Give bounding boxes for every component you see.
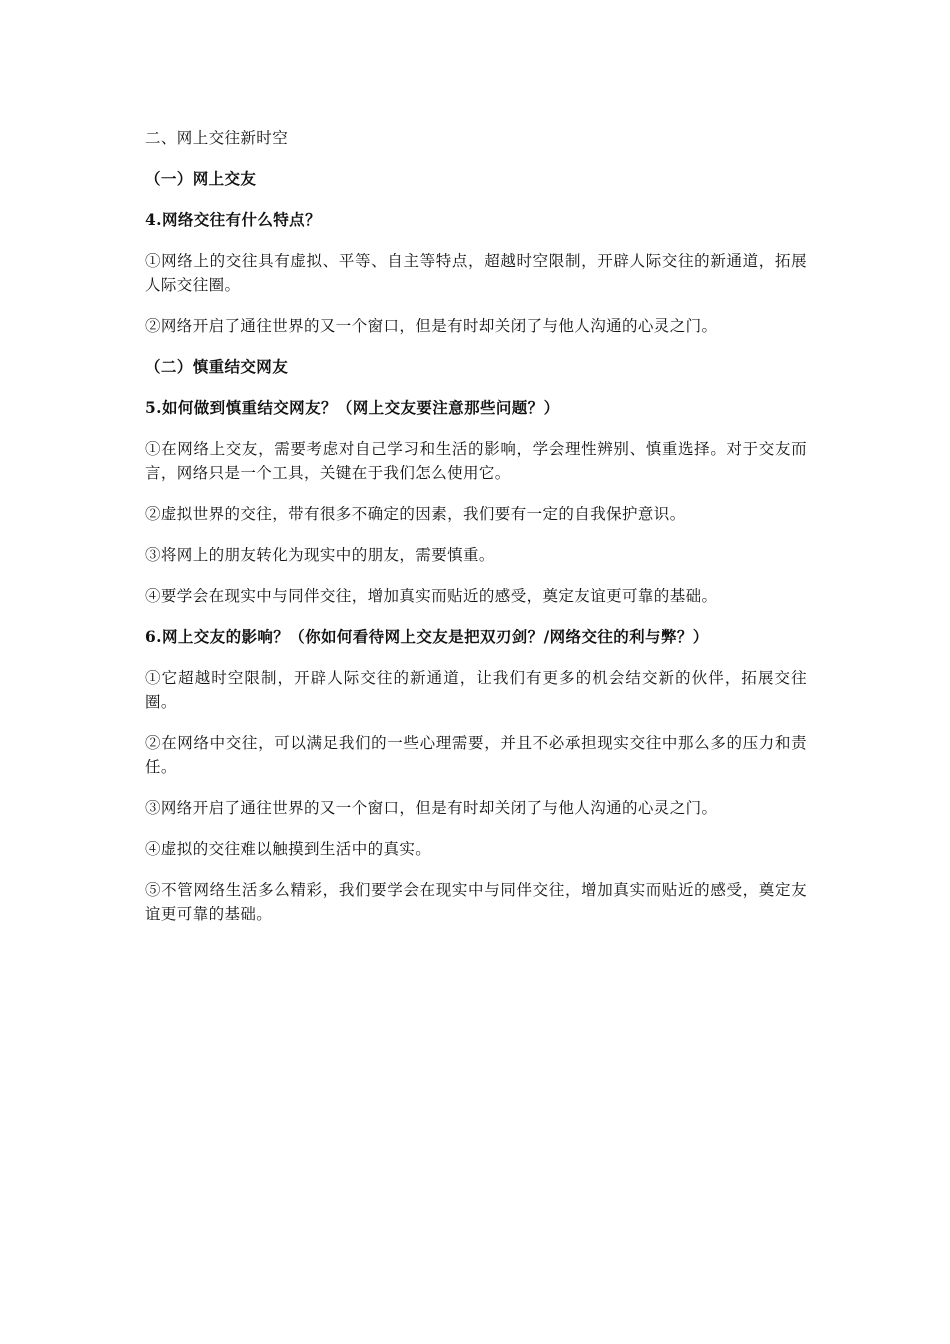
q4-item-1: ①网络上的交往具有虚拟、平等、自主等特点，超越时空限制，开辟人际交往的新通道，拓展人际交往圈。 (145, 252, 807, 294)
q6-item-3: ③网络开启了通往世界的又一个窗口，但是有时却关闭了与他人沟通的心灵之门。 (145, 799, 718, 817)
q5-item-1: ①在网络上交友，需要考虑对自己学习和生活的影响，学会理性辨别、慎重选择。对于交友而言，网络只是一个工具，关键在于我们怎么使用它。 (145, 440, 807, 482)
question-5: 5.如何做到慎重结交网友？（网上交友要注意那些问题？） (145, 398, 560, 417)
section-title: 二、网上交往新时空 (145, 129, 289, 147)
q6-item-4: ④虚拟的交往难以触摸到生活中的真实。 (145, 840, 432, 858)
subsection-title-careful-friends: （二）慎重结交网友 (145, 357, 289, 376)
q6-item-1: ①它超越时空限制，开辟人际交往的新通道，让我们有更多的机会结交新的伙伴，拓展交往圈。 (145, 669, 807, 711)
q4-item-2: ②网络开启了通往世界的又一个窗口，但是有时却关闭了与他人沟通的心灵之门。 (145, 317, 718, 335)
question-4: 4.网络交往有什么特点？ (145, 210, 321, 229)
document-content (145, 126, 807, 943)
question-6: 6.网上交友的影响？（你如何看待网上交友是把双刃剑？/网络交往的利与弊？） (145, 627, 709, 646)
q5-item-2: ②虚拟世界的交往，带有很多不确定的因素，我们要有一定的自我保护意识。 (145, 505, 686, 523)
q6-item-2: ②在网络中交往，可以满足我们的一些心理需要，并且不必承担现实交往中那么多的压力和责任。 (145, 734, 807, 776)
subsection-title-online-friends: （一）网上交友 (145, 169, 257, 188)
q5-item-3: ③将网上的朋友转化为现实中的朋友，需要慎重。 (145, 546, 495, 564)
q5-item-4: ④要学会在现实中与同伴交往，增加真实而贴近的感受，奠定友谊更可靠的基础。 (145, 587, 718, 605)
q6-item-5: ⑤不管网络生活多么精彩，我们要学会在现实中与同伴交往，增加真实而贴近的感受，奠定友谊更可靠的基础。 (145, 881, 807, 923)
